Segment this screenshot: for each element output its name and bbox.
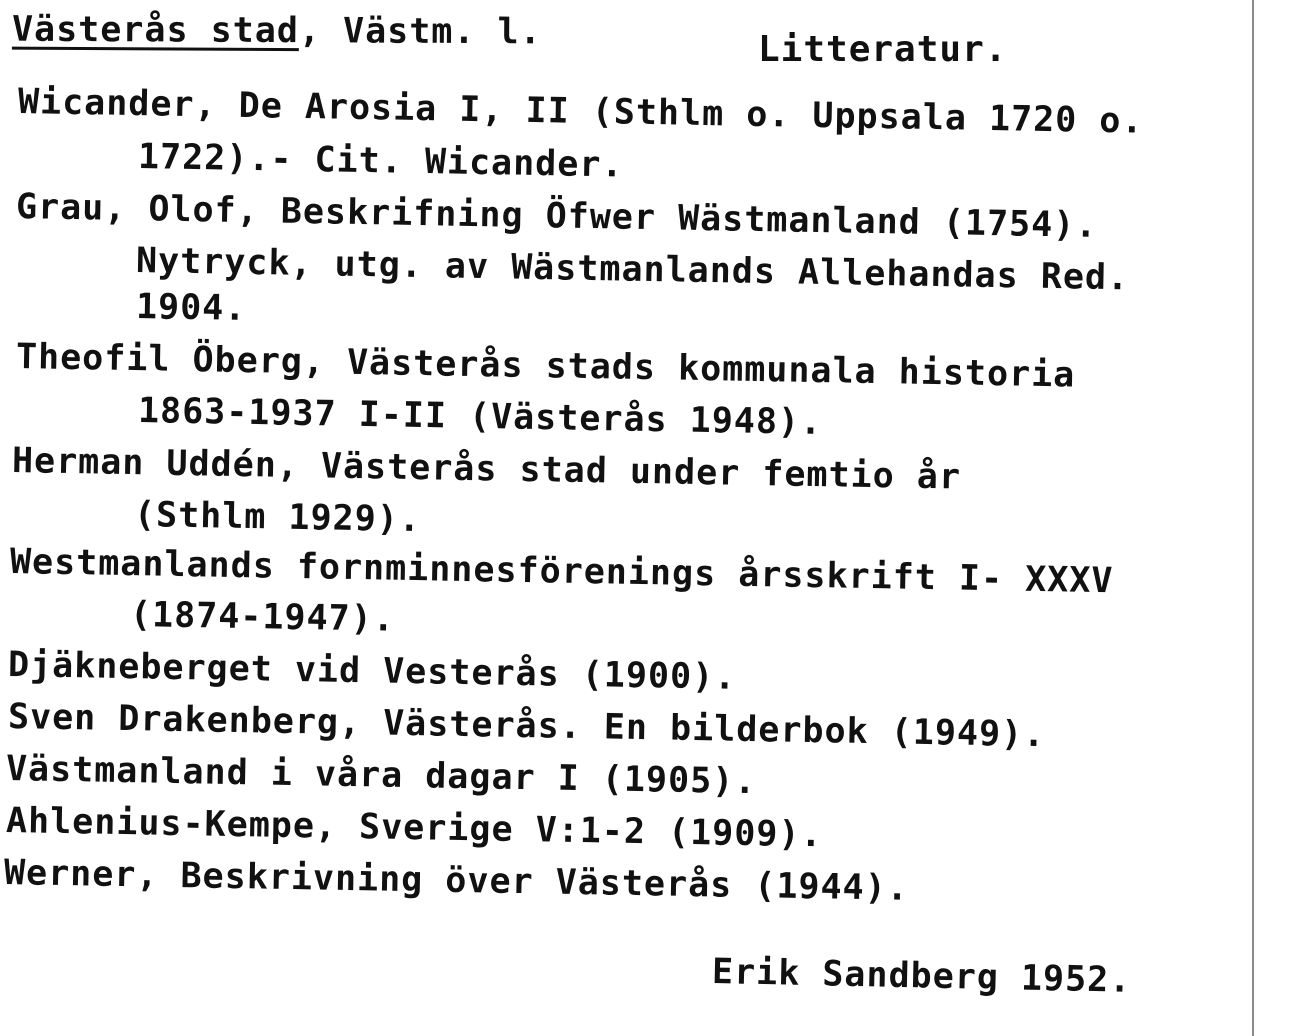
entry-8: Västmanland i våra dagar I (1905). [5, 749, 757, 803]
heading-litteratur: Litteratur. [758, 29, 1008, 70]
region-name: , Västm. l. [298, 11, 542, 53]
signature: Erik Sandberg 1952. [711, 952, 1132, 1001]
entry-7: Sven Drakenberg, Västerås. En bilderbok (1949). [7, 697, 1046, 756]
entry-3-line-2: 1863-1937 I-II (Västerås 1948). [137, 391, 823, 443]
entry-2-line-3: 1904. [135, 287, 247, 329]
entry-5-line-2: (1874-1947). [129, 595, 396, 640]
card-header [11, 9, 542, 53]
entry-6: Djäkneberget vid Vesterås (1900). [7, 645, 737, 698]
entry-4-line-1: Herman Uddén, Västerås stad under femtio år [11, 441, 962, 498]
entry-2-line-1: Grau, Olof, Beskrifning Öfwer Wästmanland (1754). [15, 187, 1098, 246]
entry-2-line-2: Nytryck, utg. av Wästmanlands Allehandas Red. [135, 241, 1130, 299]
card-edge [1252, 0, 1254, 1036]
entry-1-line-1: Wicander, De Arosia I, II (Sthlm o. Uppsala 1720 o. [17, 82, 1144, 142]
entry-10: Werner, Beskrivning över Västerås (1944). [3, 853, 910, 909]
entry-3-line-1: Theofil Öberg, Västerås stads kommunala historia [15, 337, 1076, 396]
entry-1-line-2: 1722).- Cit. Wicander. [137, 137, 624, 186]
entry-5-line-1: Westmanlands fornminnesförenings årsskrift I- XXXV [9, 542, 1114, 602]
entry-4-line-2: (Sthlm 1929). [133, 495, 422, 541]
place-name: Västerås stad [11, 9, 300, 52]
entry-9: Ahlenius-Kempe, Sverige V:1-2 (1909). [5, 801, 823, 856]
